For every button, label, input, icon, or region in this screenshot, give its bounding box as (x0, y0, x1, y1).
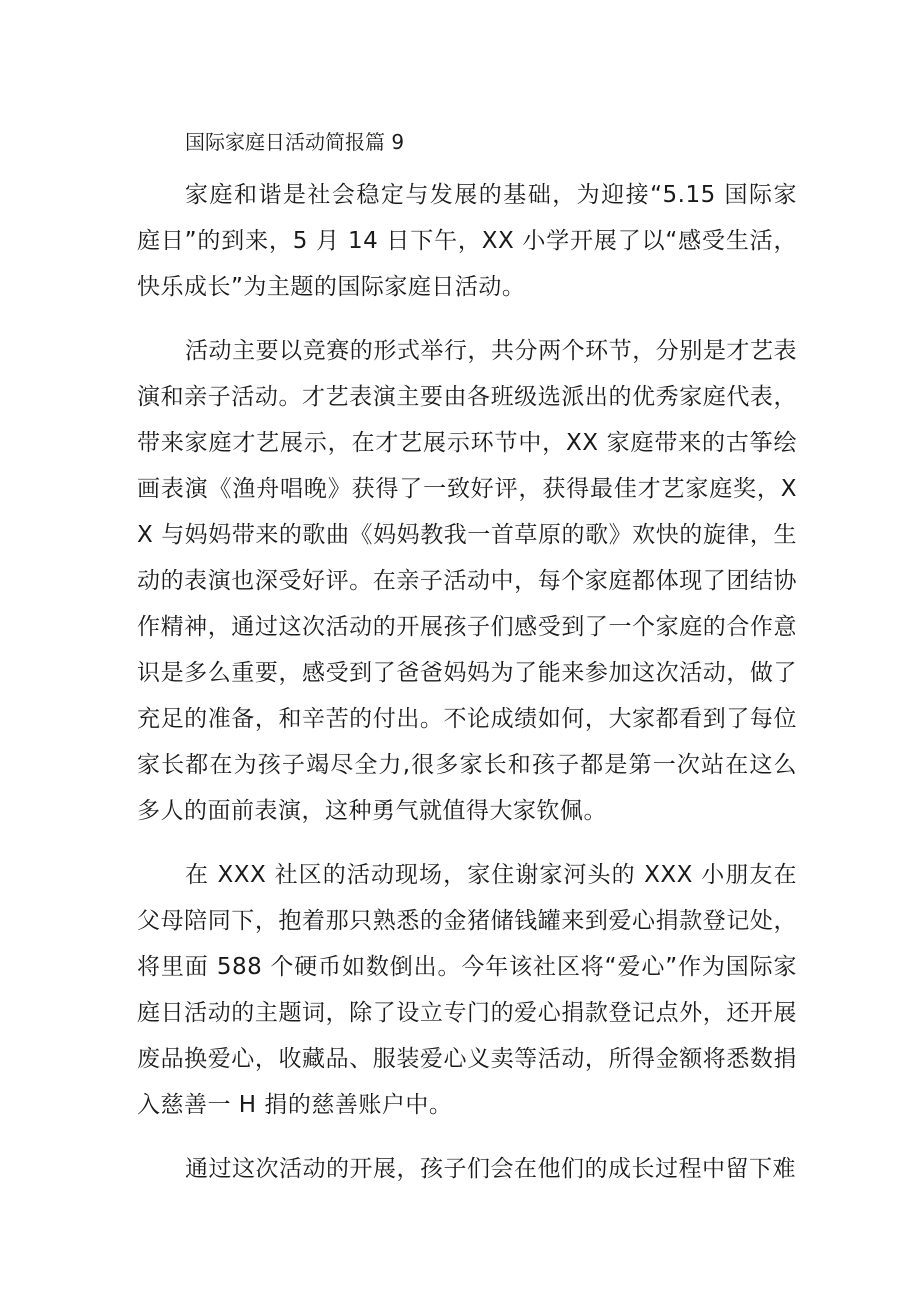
document-body (137, 122, 797, 1192)
document-title: 国际家庭日活动简报篇 9 (185, 130, 405, 154)
paragraph-activities: 活动主要以竞赛的形式举行，共分两个环节，分别是才艺表演和亲子活动。才艺表演主要由各班级选派出的优秀家庭代表，带来家庭才艺展示，在才艺展示环节中，XX 家庭带来的古筝绘画表演《渔舟唱晚》获得了一致好评，获得最佳才艺家庭奖，XX 与妈妈带来的歌曲《妈妈教我一首草原的歌》欢快的旋律，生动的表演也深受好评。在亲子活动中，每个家庭都体现了团结协作精神，通过这次活动的开展孩子们感受到了一个家庭的合作意识是多么重要，感受到了爸爸妈妈为了能来参加这次活动，做了充足的准备，和辛苦的付出。不论成绩如何，大家都看到了每位家长都在为孩子竭尽全力,很多家长和孩子都是第一次站在这么多人的面前表演，这种勇气就值得大家钦佩。 (137, 338, 797, 824)
paragraph-conclusion: 通过这次活动的开展，孩子们会在他们的成长过程中留下难 (185, 1156, 796, 1182)
paragraph-community: 在 XXX 社区的活动现场，家住谢家河头的 XXX 小朋友在父母陪同下，抱着那只熟悉的金猪储钱罐来到爱心捐款登记处，将里面 588 个硬币如数倒出。今年该社区将“爱心”作为国际家庭日活动的主题词，除了设立专门的爱心捐款登记点外，还开展废品换爱心，收藏品、服装爱心义卖等活动，所得金额将悉数捐入慈善一 H 捐的慈善账户中。 (137, 862, 797, 1118)
paragraph-intro: 家庭和谐是社会稳定与发展的基础，为迎接“5.15 国际家庭日”的到来，5 月 14 日下午，XX 小学开展了以“感受生活，快乐成长”为主题的国际家庭日活动。 (137, 182, 797, 300)
